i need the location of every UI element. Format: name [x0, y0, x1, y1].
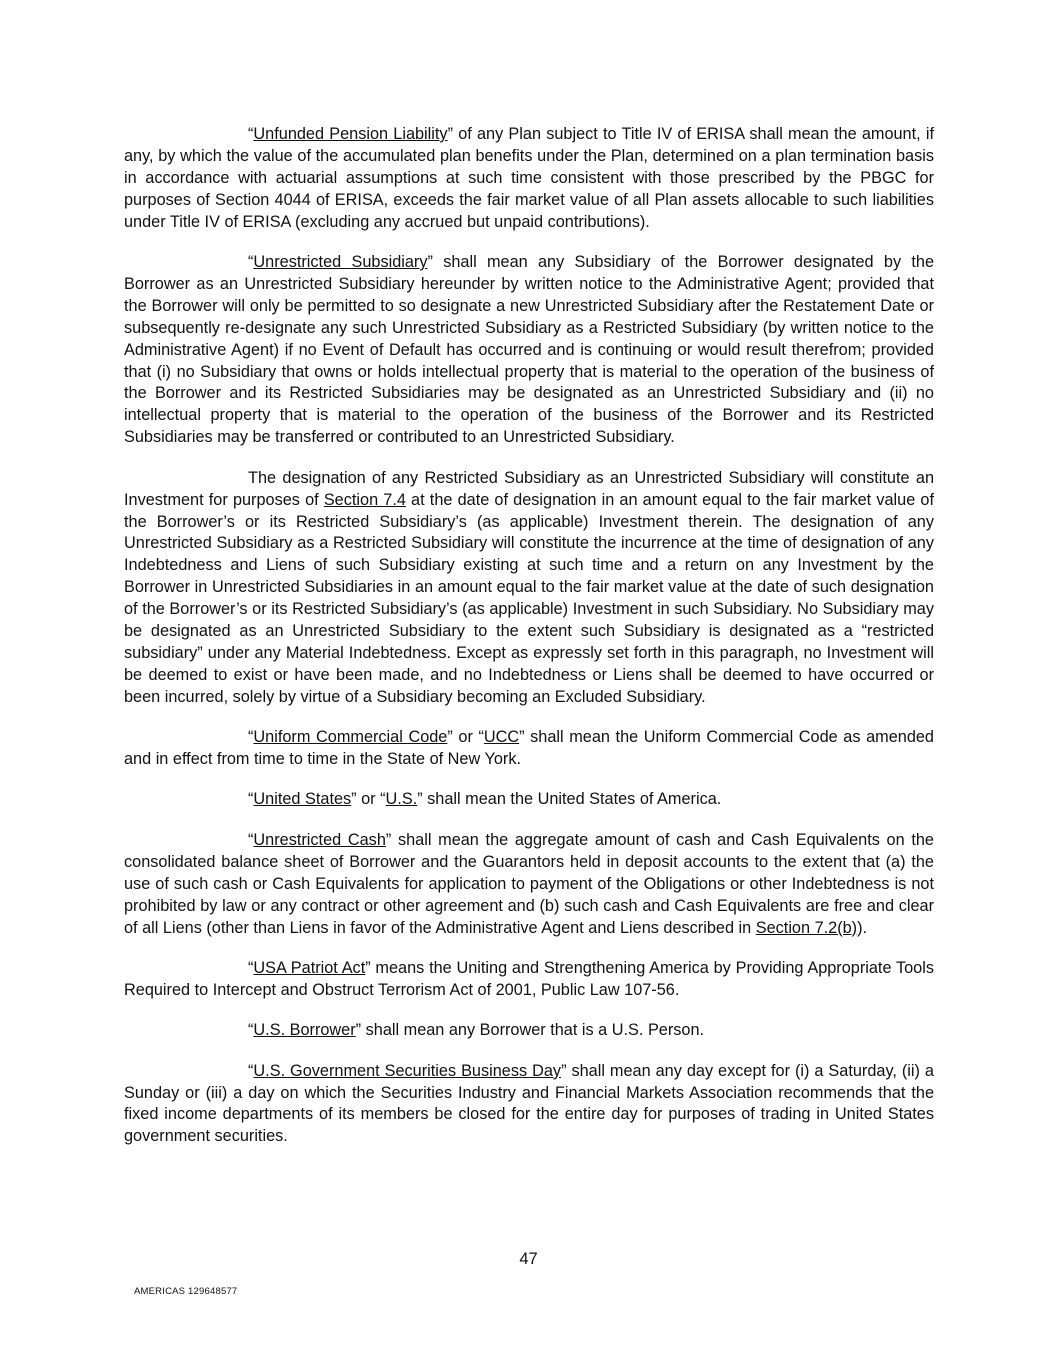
definition-text: shall mean the aggregate amount of cash and Cash Equivalents on the consolidated balance sheet of Borrower and the Guarantors held in deposit accounts to the extent that (a) the use of such cash or Cash Equivalents for application to payment of the Obligations or other Indebtedness is not prohibited by law or any contract or other agreement and (b) such cash and Cash Equivalents are free and clear of all Liens (other than Liens in favor of the Administrative Agent and Liens described in	[124, 830, 934, 937]
designation-paragraph: The designation of any Restricted Subsidiary as an Unrestricted Subsidiary will constitute an Investment for purposes of Section 7.4 at the date of designation in an amount equal to the fair market value of the Borrower’s or its Restricted Subsidiary’s (as applicable) Investment therein. The designation of any Unrestricted Subsidiary as a Restricted Subsidiary will constitute the incurrence at the time of designation of any Indebtedness and Liens of such Subsidiary existing at such time and a return on any Investment by the Borrower in Unrestricted Subsidiaries in an amount equal to the fair market value at the date of such designation of the Borrower’s or its Restricted Subsidiary’s (as applicable) Investment in such Subsidiary. No Subsidiary may be designated as an Unrestricted Subsidiary to the extent such Subsidiary is designated as a “restricted subsidiary” under any Material Indebtedness. Except as expressly set forth in this paragraph, no Investment will be deemed to exist or have been made, and no Indebtedness or Liens shall be deemed to have occurred or been incurred, solely by virtue of a Subsidiary becoming an Excluded Subsidiary.	[124, 468, 934, 706]
defined-term: Unrestricted Cash	[253, 830, 386, 849]
document-body	[124, 124, 934, 1167]
definition-text: shall mean any day except for (i) a Saturday, (ii) a Sunday or (iii) a day on which the Securities Industry and Financial Markets Association recommends that the fixed income departments of its members be closed for the entire day for purposes of trading in United States government securities.	[124, 1061, 934, 1146]
defined-term: U.S. Borrower	[253, 1021, 356, 1040]
definition-usa-patriot-act: “USA Patriot Act” means the Uniting and Strengthening America by Providing Appropriate Tools Required to Intercept and Obstruct Terrorism Act of 2001, Public Law 107-56.	[124, 958, 934, 999]
page-number: 47	[519, 1250, 538, 1268]
definition-text: of any Plan subject to Title IV of ERISA shall mean the amount, if any, by which the value of the accumulated plan benefits under the Plan, determined on a plan termination basis in accordance with actuarial assumptions at such time consistent with those prescribed by the PBGC for purposes of Section 4044 of ERISA, exceeds the fair market value of all Plan assets allocable to such liabilities under Title IV of ERISA (excluding any accrued but unpaid contributions).	[124, 125, 934, 231]
definition-uniform-commercial-code: “Uniform Commercial Code” or “UCC” shall mean the Uniform Commercial Code as amended and in effect from time to time in the State of New York.	[124, 728, 934, 769]
defined-term-alias: U.S.	[385, 790, 418, 809]
definition-unfunded-pension-liability: “Unfunded Pension Liability” of any Plan subject to Title IV of ERISA shall mean the amount, if any, by which the value of the accumulated plan benefits under the Plan, determined on a plan termination basis in accordance with actuarial assumptions at such time consistent with those prescribed by the PBGC for purposes of Section 4044 of ERISA, exceeds the fair market value of all Plan assets allocable to such liabilities under Title IV of ERISA (excluding any accrued but unpaid contributions).	[124, 125, 934, 231]
definition-us-government-securities-business-day: “U.S. Government Securities Business Day” shall mean any day except for (i) a Saturday, (ii) a Sunday or (iii) a day on which the Securities Industry and Financial Markets Association recommends that the fixed income departments of its members be closed for the entire day for purposes of trading in United States government securities.	[124, 1061, 934, 1146]
definition-text: shall mean any Subsidiary of the Borrower designated by the Borrower as an Unrestricted Subsidiary hereunder by written notice to the Administrative Agent; provided that the Borrower will only be permitted to so designate a new Unrestricted Subsidiary after the Restatement Date or subsequently re-designate any such Unrestricted Subsidiary as a Restricted Subsidiary (by written notice to the Administrative Agent) if no Event of Default has occurred and is continuing or would result therefrom; provided that (i) no Subsidiary that owns or holds intellectual property that is material to the operation of the business of the Borrower and its Restricted Subsidiaries may be designated as an Unrestricted Subsidiary and (ii) no intellectual property that is material to the operation of the business of the Borrower and its Restricted Subsidiaries may be transferred or contributed to an Unrestricted Subsidiary.	[124, 253, 935, 447]
document-footer-id: AMERICAS 129648577	[134, 1286, 238, 1297]
section-reference: Section 7.4	[323, 490, 406, 509]
definition-text: means the Uniting and Strengthening America by Providing Appropriate Tools Required to Intercept and Obstruct Terrorism Act of 2001, Public Law 107-56.	[124, 958, 934, 999]
definition-text: shall mean the United States of America.	[422, 790, 722, 809]
definition-unrestricted-subsidiary: “Unrestricted Subsidiary” shall mean any Subsidiary of the Borrower designated by the Borrower as an Unrestricted Subsidiary hereunder by written notice to the Administrative Agent; provided that the Borrower will only be permitted to so designate a new Unrestricted Subsidiary after the Restatement Date or subsequently re-designate any such Unrestricted Subsidiary as a Restricted Subsidiary (by written notice to the Administrative Agent) if no Event of Default has occurred and is continuing or would result therefrom; provided that (i) no Subsidiary that owns or holds intellectual property that is material to the operation of the business of the Borrower and its Restricted Subsidiaries may be designated as an Unrestricted Subsidiary and (ii) no intellectual property that is material to the operation of the business of the Borrower and its Restricted Subsidiaries may be transferred or contributed to an Unrestricted Subsidiary.	[124, 253, 935, 447]
definition-text: shall mean any Borrower that is a U.S. Person.	[361, 1021, 705, 1040]
definition-text: shall mean the Uniform Commercial Code as amended and in effect from time to time in the State of New York.	[124, 728, 934, 769]
definition-united-states: “United States” or “U.S.” shall mean the United States of America.	[248, 790, 722, 809]
definition-unrestricted-cash: “Unrestricted Cash” shall mean the aggregate amount of cash and Cash Equivalents on the consolidated balance sheet of Borrower and the Guarantors held in deposit accounts to the extent that (a) the use of such cash or Cash Equivalents for application to payment of the Obligations or other Indebtedness is not prohibited by law or any contract or other agreement and (b) such cash and Cash Equivalents are free and clear of all Liens (other than Liens in favor of the Administrative Agent and Liens described in Section 7.2(b)).	[124, 830, 934, 937]
defined-term: United States	[253, 790, 352, 809]
section-reference: Section 7.2(b)	[755, 918, 858, 937]
defined-term: Uniform Commercial Code	[253, 728, 448, 747]
defined-term: U.S. Government Securities Business Day	[253, 1061, 562, 1080]
defined-term: USA Patriot Act	[253, 958, 366, 977]
defined-term-alias: UCC	[483, 728, 520, 747]
definition-us-borrower: “U.S. Borrower” shall mean any Borrower that is a U.S. Person.	[248, 1021, 705, 1040]
defined-term: Unfunded Pension Liability	[253, 125, 448, 143]
defined-term: Unrestricted Subsidiary	[253, 253, 428, 272]
